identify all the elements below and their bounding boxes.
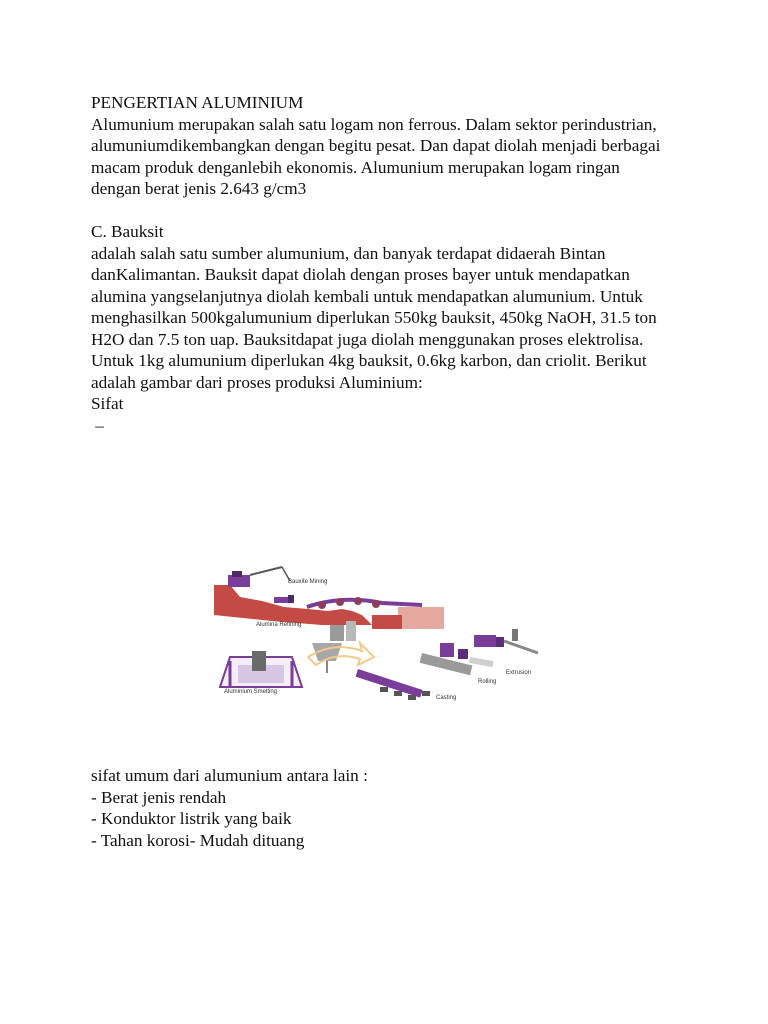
dash-line: – [91,415,104,435]
ore-pile [318,601,326,609]
rolling-sheet [469,657,494,667]
production-process-illustration [212,425,544,745]
paragraph-line: adalah salah satu sumber alumunium, dan banyak terdapat didaerah Bintan [91,243,606,263]
label-extrusion: Extrusion [506,670,532,676]
excavator-cab [232,571,242,577]
paragraph-line: macam produk denganlebih ekonomis. Alumunium merupakan logam ringan [91,157,620,177]
casting-line [356,669,423,698]
ingot [408,695,416,700]
refinery-block [398,607,444,629]
excavator-arm [250,567,282,575]
smelting-anode [252,651,266,671]
properties-intro: sifat umum dari alumunium antara lain : [91,766,368,785]
paragraph-line: adalah gambar dari proses produksi Aluminium: [91,372,423,392]
paragraph-line: danKalimantan. Bauksit dapat diolah dengan proses bayer untuk mendapatkan [91,265,630,284]
paragraph-line: H2O dan 7.5 ton uap. Bauksitdapat juga diolah menggunakan proses elektrolisa. [91,329,644,349]
paragraph-gap [91,200,691,222]
extrusion-die [496,637,504,647]
rolling-press [440,643,454,657]
label-casting: Casting [436,695,457,701]
ore-pile [372,600,380,608]
paragraph-line: dengan berat jenis 2.643 g/cm3 [91,179,307,198]
extrusion-profile [504,641,538,653]
label-rolling: Rolling [478,679,497,685]
ore-pile [336,598,344,606]
paragraph-line: alumina yangselanjutnya diolah kembali untuk mendapatkan alumunium. Untuk [91,286,643,306]
rolling-roll [458,649,468,659]
paragraph-line: Untuk 1kg alumunium diperlukan 4kg bauksit, 0.6kg karbon, dan criolit. Berikut [91,351,647,370]
properties-section [91,765,691,851]
paragraph-line: Alumunium merupakan salah satu logam non ferrous. Dalam sektor perindustrian, [91,114,657,134]
section-title-pengertian: PENGERTIAN ALUMINIUM [91,93,304,112]
aluminium-production-diagram [212,425,544,745]
property-item: - Berat jenis rendah [91,787,227,807]
ingot [394,691,402,696]
sifat-heading: Sifat [91,394,124,413]
section-title-bauksit: C. Bauksit [91,222,164,241]
refining-tank [330,625,344,641]
refining-tank [346,621,356,641]
ore-pile [354,597,362,605]
property-item: - Konduktor listrik yang baik [91,809,292,828]
mining-ground [214,585,372,625]
extrusion-press [474,635,496,647]
refinery-block-dark [372,615,402,629]
property-item: - Tahan korosi- Mudah dituang [91,830,305,850]
extrusion-stand [512,629,518,641]
ingot [422,691,430,696]
ingot [380,687,388,692]
truck-cab [288,595,294,603]
label-bauxite-mining: Bauxite Mining [288,579,328,585]
paragraph-line: alumuniumdikembangkan dengan begitu pesat. Dan dapat diolah menjadi berbagai [91,136,661,155]
document-body [91,92,691,436]
label-aluminium-smelting: Aluminium Smelting [224,689,278,695]
label-alumina-refining: Alumina Refining [256,622,302,628]
paragraph-line: menghasilkan 500kgalumunium diperlukan 550kg bauksit, 450kg NaOH, 31.5 ton [91,308,657,327]
truck-icon [274,597,288,603]
